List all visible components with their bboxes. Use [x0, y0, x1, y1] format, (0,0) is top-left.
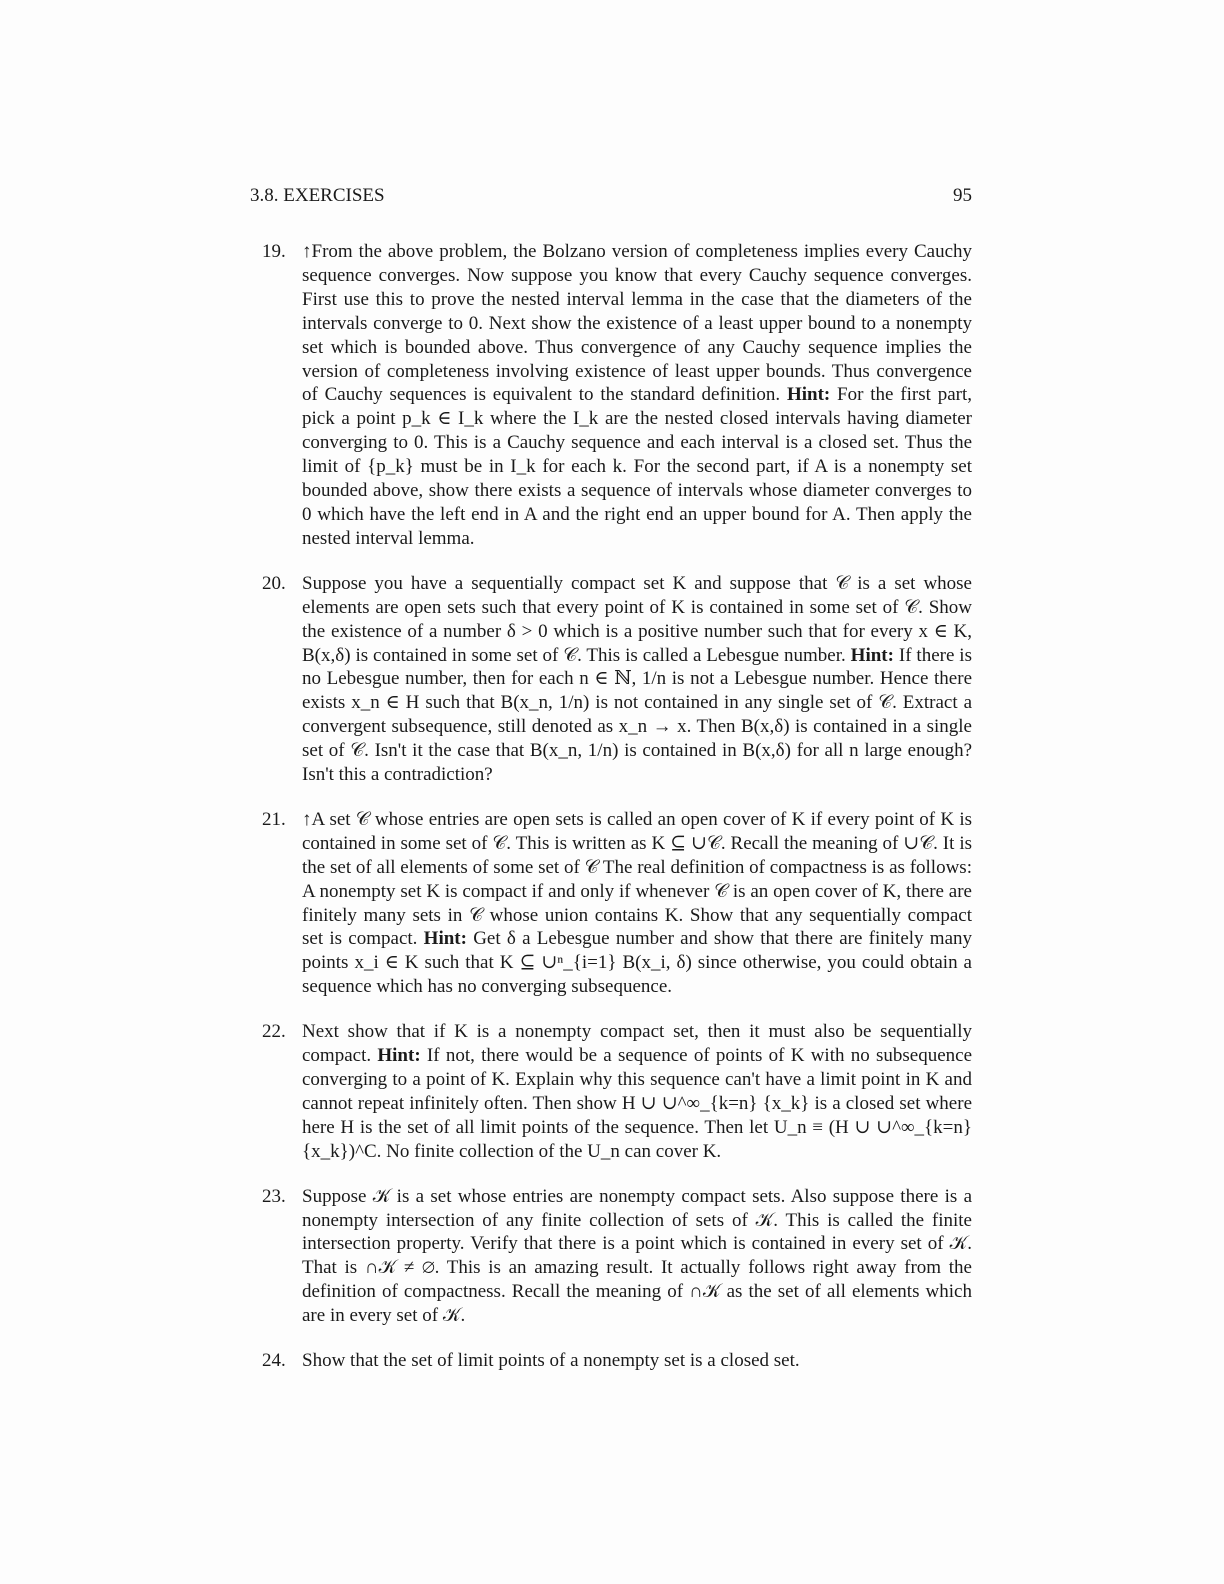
exercise-text-segment: Suppose you have a sequentially compact set K and suppose that 𝒞 is a set whose elements are open sets such that every point of K is contained in some set of 𝒞. Show the existence of a number δ > 0 which is a positive number such that for every x ∈ K, B(x,δ) is contained in some set of 𝒞. This is called a Lebesgue number. — [302, 572, 972, 666]
hint-label: Hint: — [786, 384, 831, 406]
exercise-text — [302, 572, 972, 787]
page-number: 95 — [953, 185, 972, 206]
exercise-text-segment: If not, there would be a sequence of points of K with no subsequence converging to a point of K. Explain why this sequence can't have a limit point in K and cannot repeat infinitely often. Then show H ∪ ∪^∞_{k=n} {x_k} is a closed set where here H is the set of all limit points of the sequence. Then let U_n ≡ (H ∪ ∪^∞_{k=n} {x_k})^C. No finite collection of the U_n can cover K. — [302, 1045, 973, 1162]
exercise-text — [302, 1020, 972, 1163]
exercise-number: 20. — [262, 572, 286, 594]
exercise-22 — [262, 1020, 972, 1163]
exercise-text — [302, 1185, 972, 1328]
exercise-text-segment: Suppose 𝒦 is a set whose entries are nonempty compact sets. Also suppose there is a nonempty intersection of any finite collection of sets of 𝒦. This is called the finite intersection property. Verify that there is a point which is contained in every set of 𝒦. That is ∩𝒦 ≠ ∅. This is an amazing result. It actually follows right away from the definition of compactness. Recall the meaning of ∩𝒦 as the set of all elements which are in every set of 𝒦. — [302, 1185, 972, 1327]
exercise-23 — [262, 1185, 972, 1328]
exercise-24 — [262, 1349, 972, 1373]
exercise-text — [302, 1349, 972, 1373]
hint-label: Hint: — [850, 644, 894, 666]
exercise-21 — [262, 808, 972, 999]
exercise-text-segment: ↑A set 𝒞 whose entries are open sets is called an open cover of K if every point of K is contained in some set of 𝒞. This is written as K ⊆ ∪𝒞. Recall the meaning of ∪𝒞. It is the set of all elements of some set of 𝒞 The real definition of compactness is as follows: A nonempty set K is compact if and only if whenever 𝒞 is an open cover of K, there are finitely many sets in 𝒞 whose union contains K. Show that any sequentially compact set is compact. — [302, 808, 972, 950]
exercise-text-segment: Next show that if K is a nonempty compact set, then it must also be sequentially compact. — [302, 1021, 972, 1067]
exercise-text — [302, 240, 972, 551]
exercise-20 — [262, 572, 972, 787]
exercise-number: 19. — [262, 241, 286, 262]
exercise-number: 21. — [262, 808, 286, 830]
exercise-text — [302, 808, 972, 999]
section-title: 3.8. EXERCISES — [250, 185, 385, 206]
exercise-number: 24. — [262, 1350, 286, 1372]
exercise-number: 22. — [262, 1021, 286, 1043]
exercise-text-segment: Get δ a Lebesgue number and show that there are finitely many points x_i ∈ K such that K ⊆ ∪ⁿ_{i=1} B(x_i, δ) since otherwise, you could obtain a sequence which has no converging subsequence. — [302, 928, 973, 998]
exercise-list — [262, 240, 972, 1394]
exercise-19 — [262, 240, 972, 551]
exercise-text-segment: Show that the set of limit points of a nonempty set is a closed set. — [302, 1350, 800, 1372]
hint-label: Hint: — [377, 1045, 421, 1067]
exercise-text-segment: ↑From the above problem, the Bolzano version of completeness implies every Cauchy sequence converges. Now suppose you know that every Cauchy sequence converges. First use this to prove the nested interval lemma in the case that the diameters of the intervals converge to 0. Next show the existence of a least upper bound to a nonempty set which is bounded above. Thus convergence of any Cauchy sequence implies the version of completeness involving existence of least upper bounds. Thus convergence of Cauchy sequences is equivalent to the standard definition. — [302, 241, 972, 406]
exercise-text-segment: For the first part, pick a point p_k ∈ I_k where the I_k are the nested closed intervals having diameter converging to 0. This is a Cauchy sequence and each interval is a closed set. Thus the limit of {p_k} must be in I_k for each k. For the second part, if A is a nonempty set bounded above, show there exists a sequence of intervals whose diameter converges to 0 which have the left end in A and the right end an upper bound for A. Then apply the nested interval lemma. — [302, 384, 972, 549]
exercise-text-segment: If there is no Lebesgue number, then for each n ∈ ℕ, 1/n is not a Lebesgue number. Hence there exists x_n ∈ H such that B(x_n, 1/n) is not contained in any single set of 𝒞. Extract a convergent subsequence, still denoted as x_n → x. Then B(x,δ) is contained in a single set of 𝒞. Isn't it the case that B(x_n, 1/n) is contained in B(x,δ) for all n large enough? Isn't this a contradiction? — [302, 644, 972, 786]
hint-label: Hint: — [423, 928, 467, 950]
exercise-number: 23. — [262, 1185, 286, 1207]
